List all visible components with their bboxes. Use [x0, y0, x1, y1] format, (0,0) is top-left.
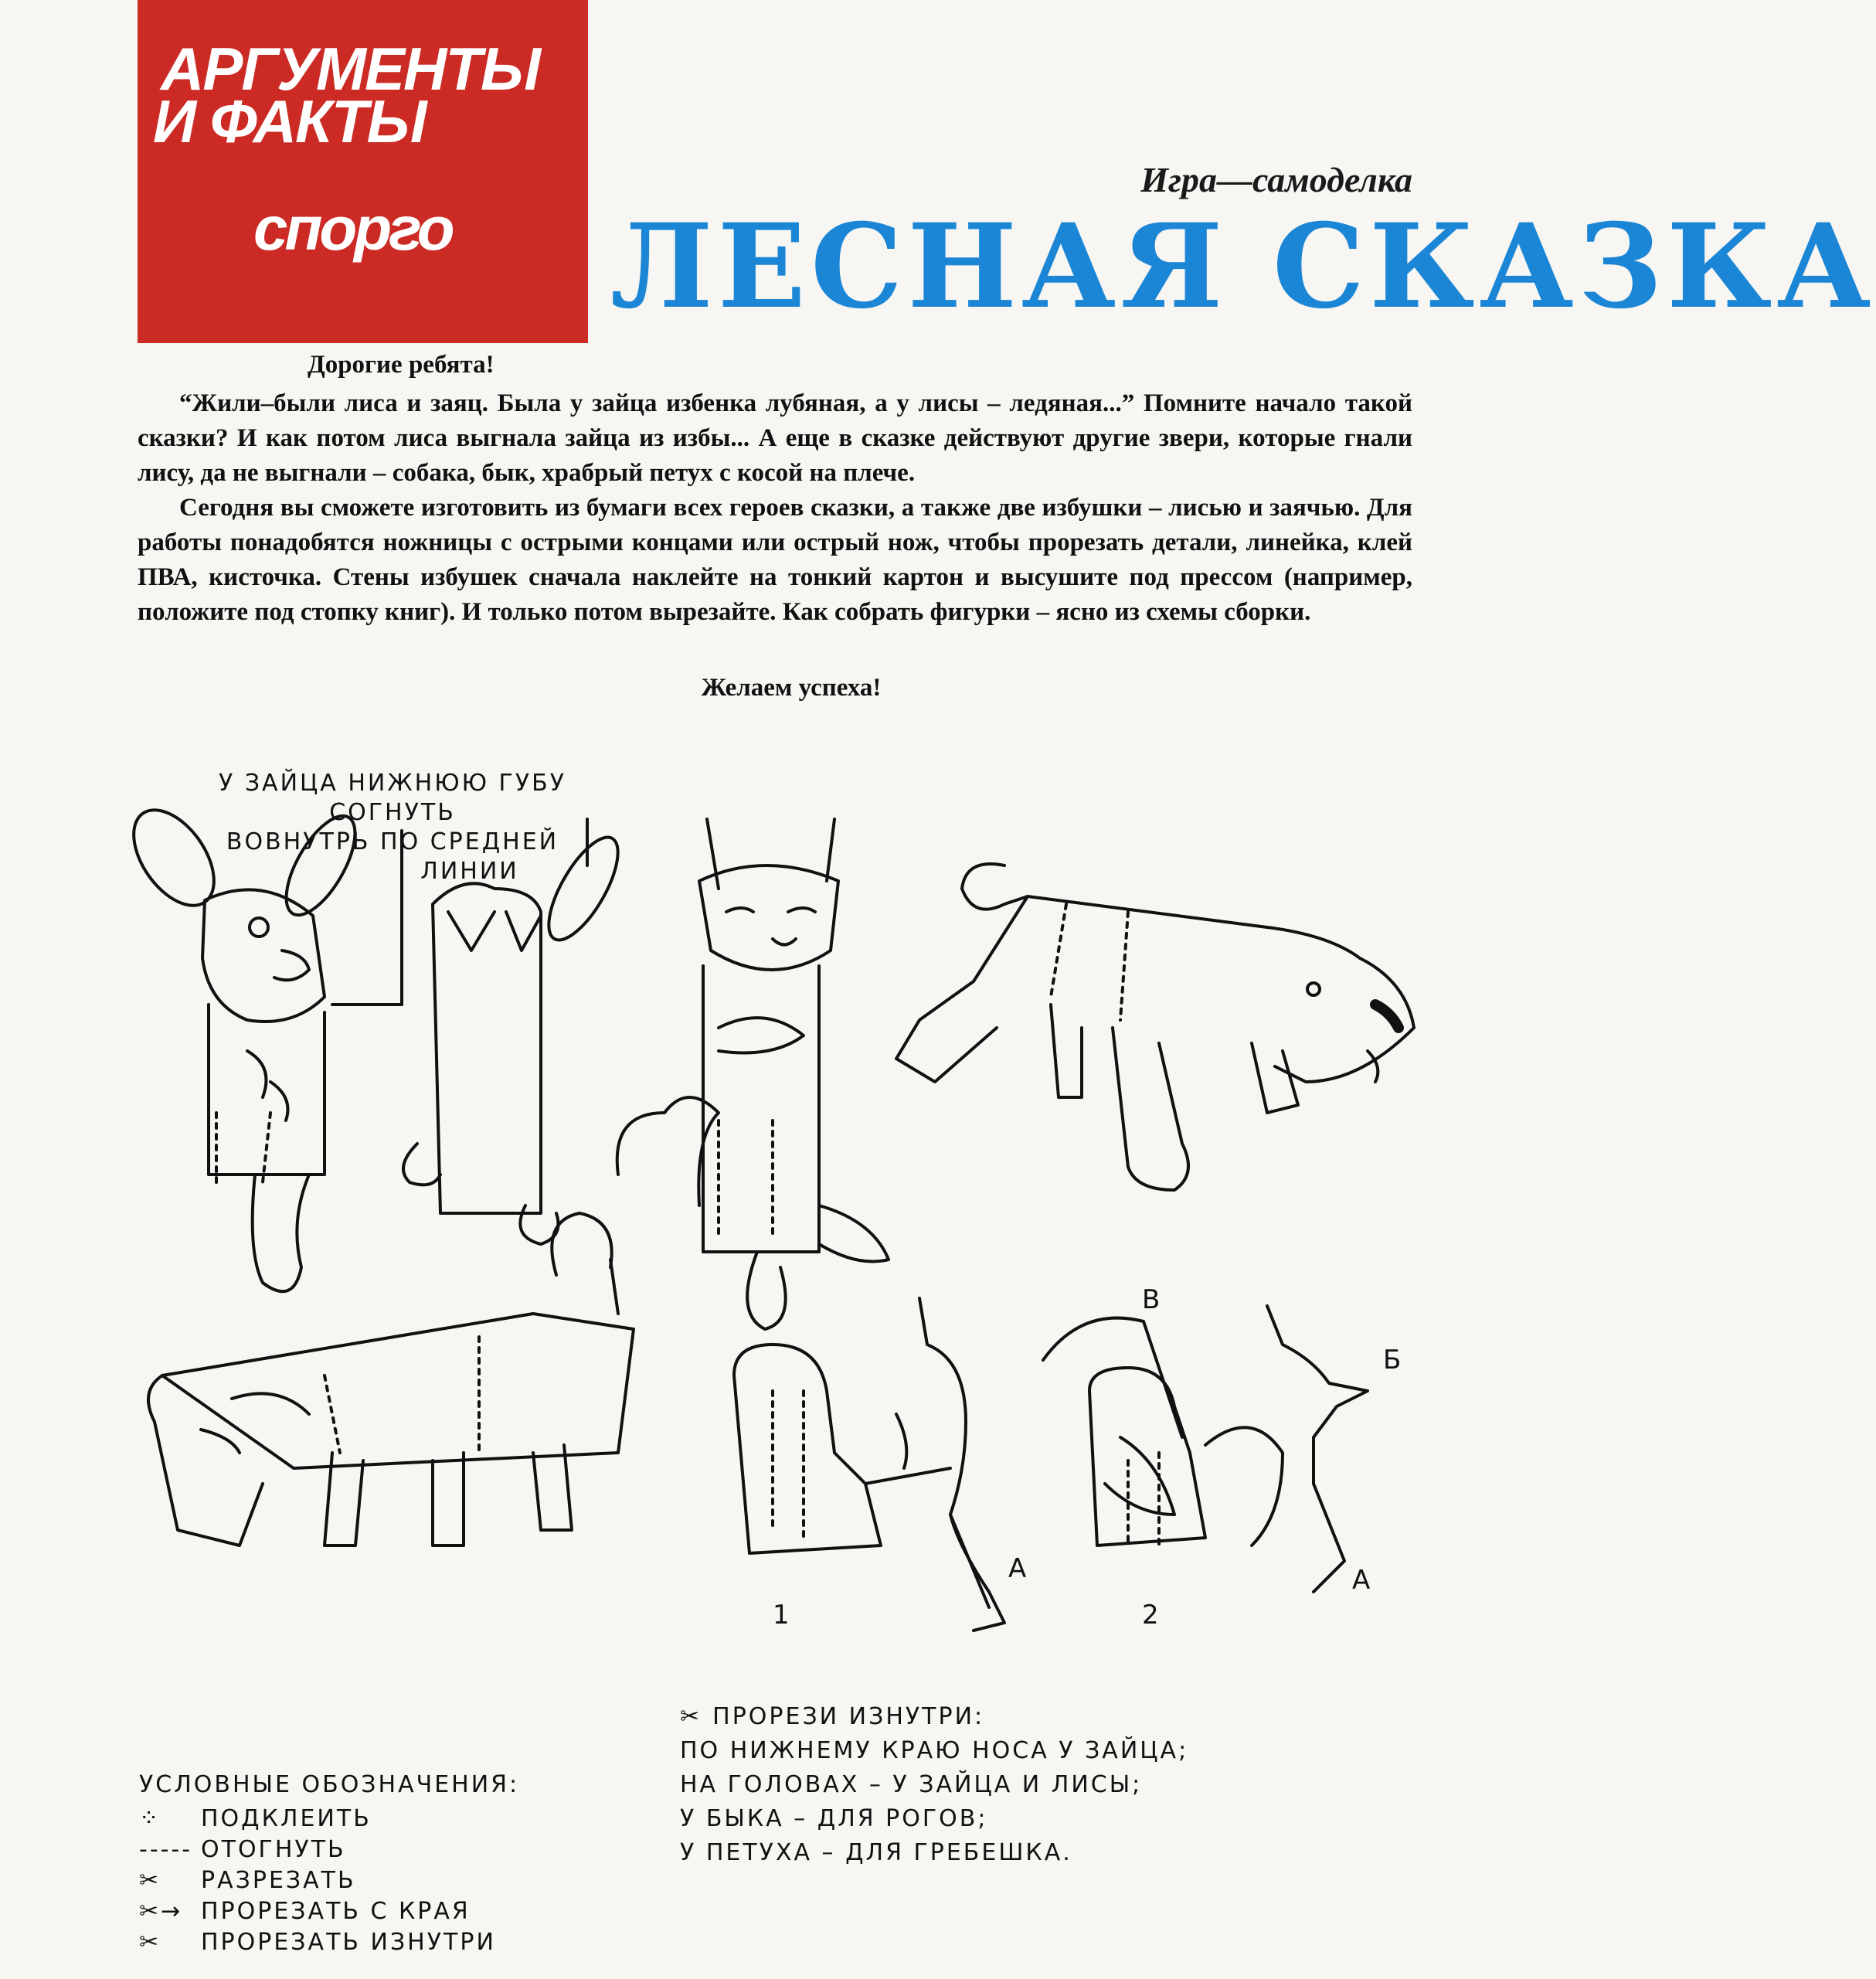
rooster-figure-2 — [1043, 1306, 1368, 1592]
greeting: Дорогие ребята! — [308, 351, 494, 379]
bull-figure — [148, 1213, 634, 1545]
cut-note-title-row — [680, 1700, 1188, 1734]
legend-item — [139, 1927, 519, 1958]
rooster-figure-1 — [734, 1298, 1004, 1630]
rooster-step-label: 2 — [1142, 1600, 1159, 1630]
glue-icon: ⁘ — [139, 1805, 161, 1832]
note-pointer-line — [332, 831, 402, 1005]
cut-note-line: НА ГОЛОВАХ – У ЗАЙЦА И ЛИСЫ; — [680, 1771, 1143, 1798]
note-line: У ЗАЙЦА НИЖНЮЮ ГУБУ СОГНУТЬ — [219, 770, 566, 826]
legend-item — [139, 1865, 519, 1896]
closing-wish: Желаем успеха! — [701, 674, 882, 702]
fox-figure — [617, 819, 889, 1329]
scissors-arrow-icon: ✂→ — [139, 1898, 183, 1925]
legend-text: РАЗРЕЗАТЬ — [201, 1867, 356, 1894]
rooster-step-label: 1 — [773, 1600, 790, 1630]
sportlo-logo: спорго — [253, 194, 452, 263]
note-line: ВОВНУТРЬ ПО СРЕДНЕЙ — [226, 828, 559, 855]
legend-text: ПРОРЕЗАТЬ С КРАЯ — [201, 1898, 471, 1925]
legend-item — [139, 1896, 519, 1927]
cut-note-line: У ПЕТУХА – ДЛЯ ГРЕБЕШКА. — [680, 1839, 1072, 1866]
aif-logo-line1: АРГУМЕНТЫ — [161, 35, 540, 103]
scissors-icon: ✂ — [680, 1703, 702, 1730]
scissors-inside-icon: ✂ — [139, 1929, 161, 1956]
paragraph: “Жили–были лиса и заяц. Была у зайца избенка лубяная, а у лисы – ледяная...” Помните начало такой сказки? И как потом лиса выгнала зайца из избы... А еще в сказке действуют другие звери, которые гнали лису, да не выгнали – собака, бык, храбрый петух с косой на плече. — [138, 389, 1412, 487]
cut-note-line: ПО НИЖНЕМУ КРАЮ НОСА У ЗАЙЦА; — [680, 1737, 1189, 1764]
cut-note-line: У БЫКА – ДЛЯ РОГОВ; — [680, 1805, 988, 1832]
point-label-v: В — [1142, 1284, 1161, 1315]
fold-line-icon: ----- — [139, 1836, 193, 1863]
hare-front-figure — [117, 796, 369, 1292]
legend-text: ОТОГНУТЬ — [201, 1836, 346, 1863]
cut-note-title: ПРОРЕЗИ ИЗНУТРИ: — [712, 1703, 985, 1730]
legend-heading: УСЛОВНЫЕ ОБОЗНАЧЕНИЯ: — [139, 1771, 520, 1798]
scissors-icon: ✂ — [139, 1867, 161, 1894]
point-label-b: Б — [1383, 1345, 1402, 1375]
hare-back-figure — [403, 828, 631, 1244]
kicker-text: Игра—самоделка — [1140, 160, 1412, 199]
aif-logo-line2: И ФАКТЫ — [153, 87, 426, 155]
legend-text: ПРОРЕЗАТЬ ИЗНУТРИ — [201, 1929, 496, 1956]
point-label-a: А — [1352, 1565, 1371, 1596]
legend-item — [139, 1834, 519, 1865]
note-line: ЛИНИИ — [420, 858, 519, 885]
dog-figure — [896, 864, 1414, 1190]
paragraph: Сегодня вы сможете изготовить из бумаги всех героев сказки, а также две избушки – лисью и заячью. Для работы понадобятся ножницы с острыми концами или острый нож, чтобы прорезать детали, линейка, клей ПВА, кисточка. Стены избушек сначала наклейте на тонкий картон и высушите под прессом (например, положите под стопку книг). И только потом вырезайте. Как собрать фигурки – ясно из схемы сборки. — [138, 494, 1412, 626]
cut-inside-note — [680, 1700, 1188, 1870]
legend-item — [139, 1804, 519, 1834]
point-label-a: А — [1008, 1553, 1027, 1584]
legend — [139, 1770, 519, 1958]
page-title: ЛЕСНАЯ СКАЗКА — [610, 199, 1876, 335]
legend-text: ПОДКЛЕИТЬ — [201, 1805, 372, 1832]
